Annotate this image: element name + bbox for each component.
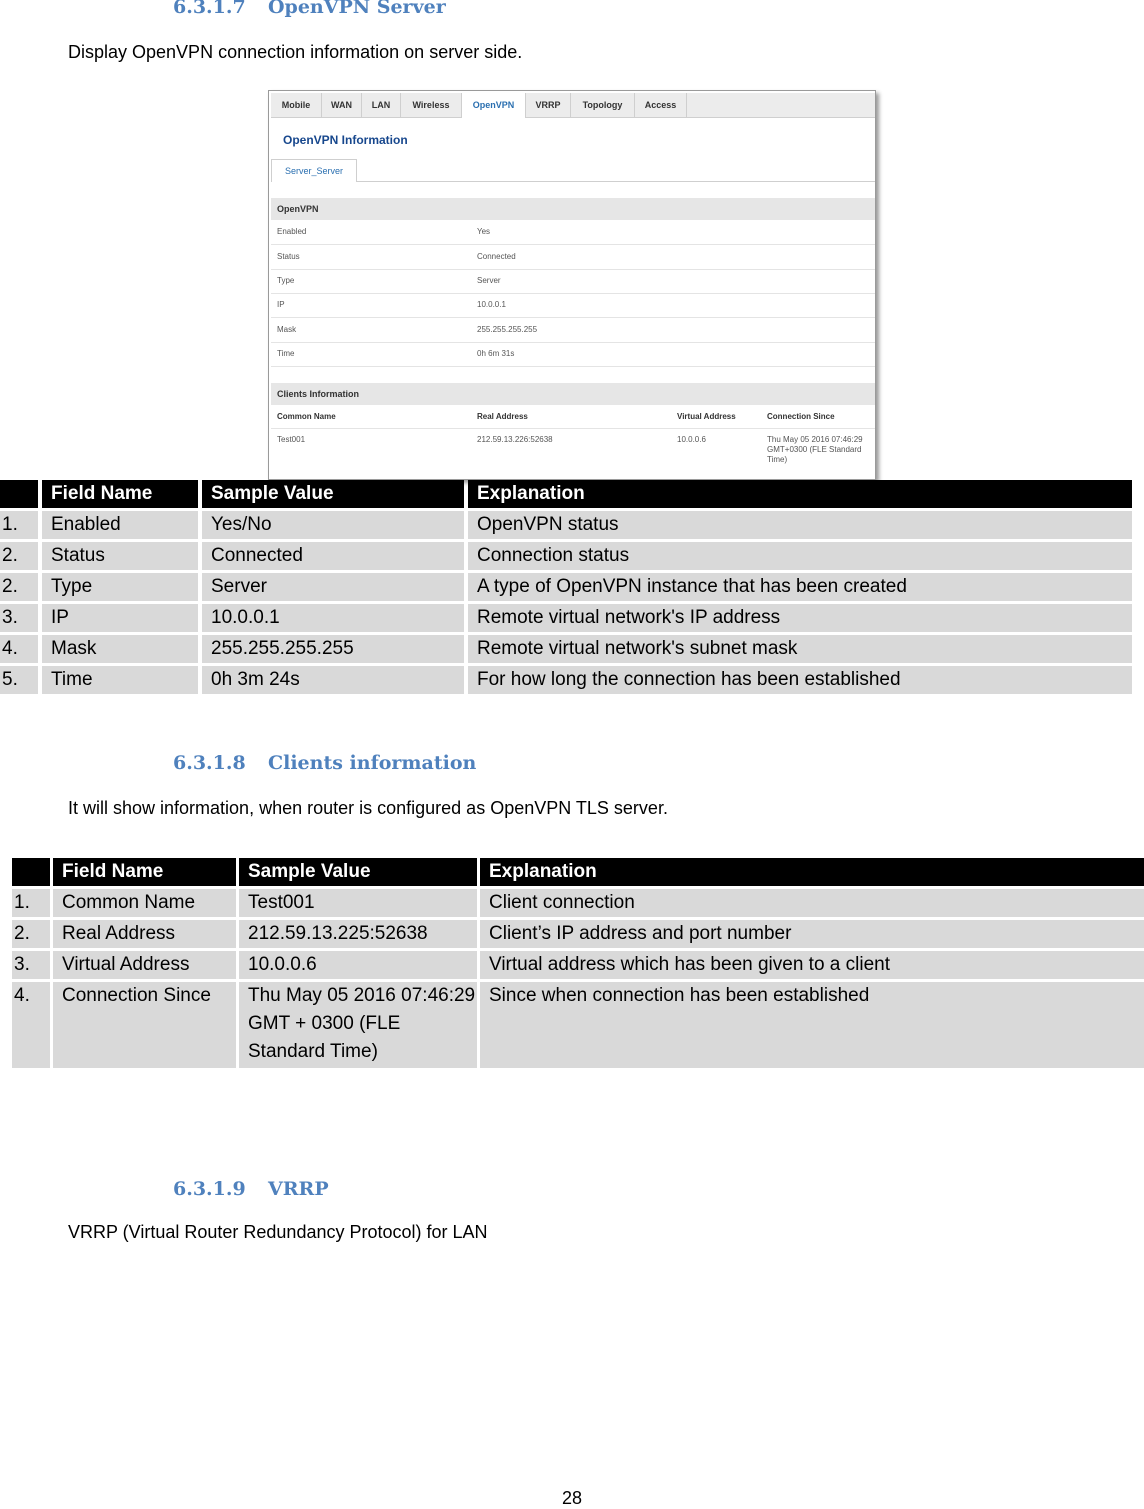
info-row: Time 0h 6m 31s	[271, 342, 875, 367]
section-description: It will show information, when router is configured as OpenVPN TLS server.	[68, 798, 668, 818]
openvpn-screenshot	[268, 90, 876, 480]
table-header-row: Field Name Sample Value Explanation	[12, 858, 1144, 886]
section-heading-openvpn-server: 6.3.1.7 OpenVPN Server	[173, 0, 446, 18]
section-description: Display OpenVPN connection information on server side.	[68, 42, 523, 62]
table-row: 4. Connection Since Thu May 05 2016 07:46:29 GMT + 0300 (FLE Standard Time) Since when connection has been established	[12, 982, 1144, 1068]
tab-bar	[271, 93, 875, 118]
tab-openvpn[interactable]: OpenVPN	[462, 93, 526, 118]
openvpn-section-header: OpenVPN	[271, 198, 875, 220]
table-row: 2. Type Server A type of OpenVPN instance that has been created	[0, 573, 1132, 601]
table-row: 3. Virtual Address 10.0.0.6 Virtual address which has been given to a client	[12, 951, 1144, 979]
section-heading-vrrp: 6.3.1.9 VRRP	[173, 1178, 329, 1200]
clients-header-row: Common Name Real Address Virtual Address Connection Since	[271, 406, 875, 429]
tab-lan[interactable]: LAN	[362, 93, 401, 117]
section-heading-clients-information: 6.3.1.8 Clients information	[173, 752, 477, 774]
table-row: 3. IP 10.0.0.1 Remote virtual network's IP address	[0, 604, 1132, 632]
clients-row: Test001 212.59.13.226:52638 10.0.0.6 Thu May 05 2016 07:46:29 GMT+0300 (FLE Standard Time)	[277, 435, 863, 464]
info-row: IP 10.0.0.1	[271, 293, 875, 318]
table-header-row: Field Name Sample Value Explanation	[0, 480, 1132, 508]
openvpn-info-title: OpenVPN Information	[283, 133, 408, 147]
table-row: 2. Real Address 212.59.13.225:52638 Client’s IP address and port number	[12, 920, 1144, 948]
subtab-server[interactable]: Server_Server	[271, 159, 357, 182]
subtab-divider	[356, 181, 875, 182]
tab-wan[interactable]: WAN	[322, 93, 362, 117]
table-row: 1. Enabled Yes/No OpenVPN status	[0, 511, 1132, 539]
table-row: 4. Mask 255.255.255.255 Remote virtual network's subnet mask	[0, 635, 1132, 663]
tab-wireless[interactable]: Wireless	[401, 93, 462, 117]
clients-fields-table	[12, 858, 1144, 1068]
clients-section-header: Clients Information	[271, 383, 875, 405]
openvpn-fields-table	[0, 480, 1132, 696]
page-number: 28	[561, 1488, 583, 1508]
table-row: 2. Status Connected Connection status	[0, 542, 1132, 570]
table-row: 1. Common Name Test001 Client connection	[12, 889, 1144, 917]
table-row: 5. Time 0h 3m 24s For how long the connection has been established	[0, 666, 1132, 694]
info-row: Enabled Yes	[271, 220, 875, 245]
info-row: Status Connected	[271, 245, 875, 270]
tab-mobile[interactable]: Mobile	[271, 93, 322, 117]
info-row: Mask 255.255.255.255	[271, 318, 875, 343]
tab-vrrp[interactable]: VRRP	[526, 93, 571, 117]
tab-topology[interactable]: Topology	[571, 93, 635, 117]
info-row: Type Server	[271, 269, 875, 294]
tab-access[interactable]: Access	[635, 93, 687, 117]
section-description: VRRP (Virtual Router Redundancy Protocol) for LAN	[68, 1222, 488, 1242]
